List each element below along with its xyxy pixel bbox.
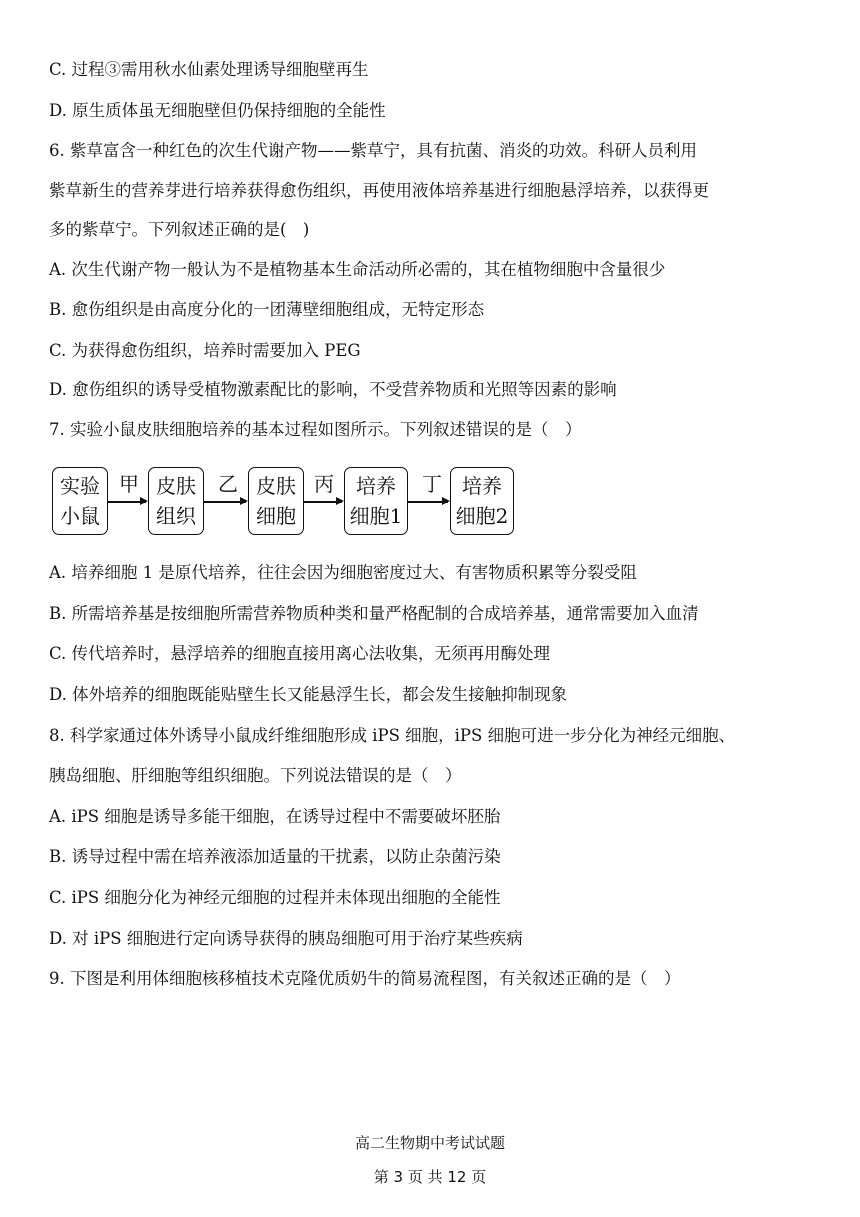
question-9-stem: 9. 下图是利用体细胞核移植技术克隆优质奶牛的简易流程图，有关叙述正确的是（ ）	[49, 969, 681, 988]
flow-arrow-label: 乙	[218, 472, 238, 496]
question-7-stem: 7. 实验小鼠皮肤细胞培养的基本过程如图所示。下列叙述错误的是（ ）	[49, 420, 582, 439]
flow-box-culture-cell-2: 培养 细胞2	[450, 467, 514, 535]
flow-arrow-label: 丙	[314, 472, 334, 496]
option-d: D. 原生质体虽无细胞壁但仍保持细胞的全能性	[49, 101, 386, 120]
q7-option-d: D. 体外培养的细胞既能贴壁生长又能悬浮生长，都会发生接触抑制现象	[49, 685, 568, 704]
q6-option-d: D. 愈伤组织的诱导受植物激素配比的影响，不受营养物质和光照等因素的影响	[49, 380, 617, 399]
flow-arrow-label: 甲	[119, 472, 139, 496]
question-6-stem: 6. 紫草富含一种红色的次生代谢产物——紫草宁，具有抗菌、消炎的功效。科研人员利用	[49, 141, 697, 160]
q7-option-b: B. 所需培养基是按细胞所需营养物质种类和量严格配制的合成培养基，通常需要加入血清	[49, 604, 699, 623]
flow-arrow-ding	[408, 501, 448, 503]
q8-option-c: C. iPS 细胞分化为神经元细胞的过程并未体现出细胞的全能性	[49, 888, 501, 907]
flow-diagram	[52, 464, 522, 544]
flow-arrow-bing	[304, 501, 342, 503]
flow-box-culture-cell-1: 培养 细胞1	[344, 467, 408, 535]
q8-option-d: D. 对 iPS 细胞进行定向诱导获得的胰岛细胞可用于治疗某些疾病	[49, 929, 523, 948]
footer-title: 高二生物期中考试试题	[354, 1134, 505, 1152]
option-c: C. 过程③需用秋水仙素处理诱导细胞壁再生	[49, 60, 369, 79]
q6-option-c: C. 为获得愈伤组织，培养时需要加入 PEG	[49, 341, 361, 360]
q8-option-a: A. iPS 细胞是诱导多能干细胞，在诱导过程中不需要破坏胚胎	[49, 807, 501, 826]
q6-option-b: B. 愈伤组织是由高度分化的一团薄壁细胞组成，无特定形态	[49, 300, 485, 319]
q6-option-a: A. 次生代谢产物一般认为不是植物基本生命活动所必需的，其在植物细胞中含量很少	[49, 260, 666, 279]
footer-page-number: 第 3 页 共 12 页	[373, 1168, 487, 1186]
flow-arrow-jia	[108, 501, 146, 503]
flow-arrow-yi	[204, 501, 246, 503]
question-6-stem-end: 多的紫草宁。下列叙述正确的是( )	[49, 220, 310, 239]
q8-option-b: B. 诱导过程中需在培养液添加适量的干扰素，以防止杂菌污染	[49, 847, 501, 866]
q7-option-a: A. 培养细胞 1 是原代培养，往往会因为细胞密度过大、有害物质积累等分裂受阻	[49, 563, 637, 582]
flow-arrow-label: 丁	[422, 472, 442, 496]
q7-option-c: C. 传代培养时，悬浮培养的细胞直接用离心法收集，无须再用酶处理	[49, 644, 551, 663]
flow-box-mouse: 实验 小鼠	[52, 467, 108, 535]
flow-box-skin-cell: 皮肤 细胞	[248, 467, 304, 535]
question-8-stem-cont: 胰岛细胞、肝细胞等组织细胞。下列说法错误的是（ ）	[49, 766, 462, 785]
question-6-stem-cont: 紫草新生的营养芽进行培养获得愈伤组织，再使用液体培养基进行细胞悬浮培养，以获得更	[49, 181, 709, 200]
question-8-stem: 8. 科学家通过体外诱导小鼠成纤维细胞形成 iPS 细胞，iPS 细胞可进一步分化为神经元细胞、	[49, 726, 736, 745]
flow-box-skin-tissue: 皮肤 组织	[148, 467, 204, 535]
